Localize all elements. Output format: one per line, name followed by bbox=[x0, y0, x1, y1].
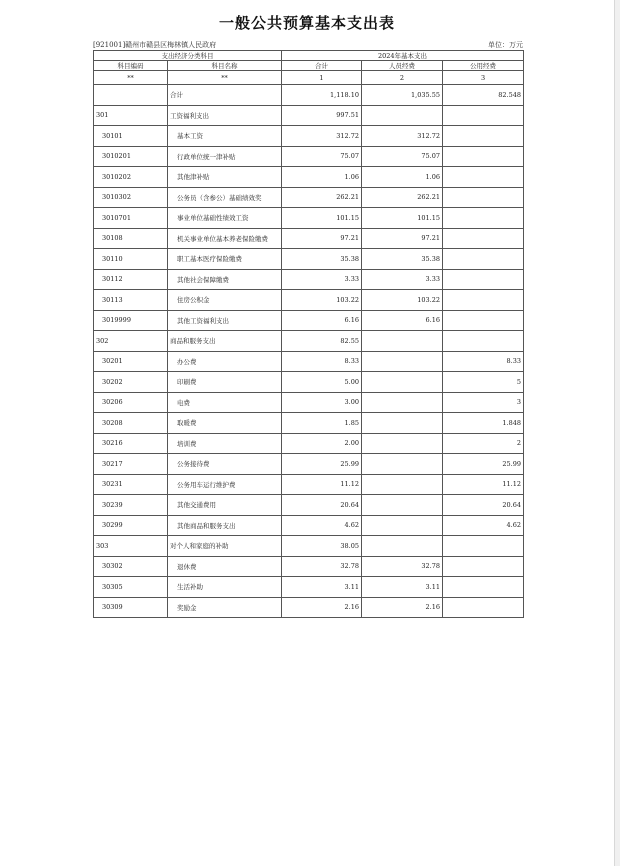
row-public: 11.12 bbox=[443, 474, 524, 495]
row-name: 公务接待费 bbox=[168, 454, 282, 475]
table-row bbox=[94, 105, 524, 126]
row-personnel bbox=[362, 351, 443, 372]
header-name: 科目名称 bbox=[168, 61, 282, 71]
table-row bbox=[94, 228, 524, 249]
row-name: 公务员（含参公）基础绩效奖 bbox=[168, 187, 282, 208]
row-code: 30302 bbox=[94, 556, 168, 577]
table-row bbox=[94, 351, 524, 372]
table-row bbox=[94, 597, 524, 618]
row-code: 30110 bbox=[94, 249, 168, 270]
row-total: 1.06 bbox=[282, 167, 362, 188]
header-total: 合计 bbox=[282, 61, 362, 71]
row-name: 工资福利支出 bbox=[168, 105, 282, 126]
row-code: 3010202 bbox=[94, 167, 168, 188]
row-public bbox=[443, 310, 524, 331]
row-code: 30239 bbox=[94, 495, 168, 516]
row-total: 312.72 bbox=[282, 126, 362, 147]
row-code: 30201 bbox=[94, 351, 168, 372]
header-column-row bbox=[94, 61, 524, 71]
row-name: 基本工资 bbox=[168, 126, 282, 147]
page-title: 一般公共预算基本支出表 bbox=[218, 14, 395, 32]
row-public bbox=[443, 536, 524, 557]
table-row bbox=[94, 536, 524, 557]
row-total: 3.00 bbox=[282, 392, 362, 413]
row-public: 20.64 bbox=[443, 495, 524, 516]
table-row bbox=[94, 331, 524, 352]
table-row bbox=[94, 167, 524, 188]
header-index-row bbox=[94, 71, 524, 85]
table-row bbox=[94, 474, 524, 495]
row-public: 25.99 bbox=[443, 454, 524, 475]
row-total: 997.51 bbox=[282, 105, 362, 126]
table-row bbox=[94, 454, 524, 475]
row-name: 住房公积金 bbox=[168, 290, 282, 311]
row-name: 印刷费 bbox=[168, 372, 282, 393]
row-total: 3.33 bbox=[282, 269, 362, 290]
header-basic-expenditure: 2024年基本支出 bbox=[282, 51, 524, 61]
index-total: 1 bbox=[282, 71, 362, 85]
row-code: 30299 bbox=[94, 515, 168, 536]
row-code: 3010302 bbox=[94, 187, 168, 208]
row-personnel: 35.38 bbox=[362, 249, 443, 270]
row-public bbox=[443, 269, 524, 290]
row-personnel: 262.21 bbox=[362, 187, 443, 208]
row-public bbox=[443, 249, 524, 270]
row-name: 商品和服务支出 bbox=[168, 331, 282, 352]
table-row bbox=[94, 433, 524, 454]
table-row bbox=[94, 413, 524, 434]
row-public: 8.33 bbox=[443, 351, 524, 372]
scrollbar[interactable] bbox=[614, 0, 620, 866]
row-code: 30309 bbox=[94, 597, 168, 618]
row-public bbox=[443, 167, 524, 188]
row-total: 4.62 bbox=[282, 515, 362, 536]
unit-organization: [921001]赣州市赣县区梅林镇人民政府 bbox=[93, 41, 217, 49]
index-name: ** bbox=[168, 71, 282, 85]
table-row bbox=[94, 372, 524, 393]
budget-table bbox=[93, 50, 524, 618]
row-code: 30206 bbox=[94, 392, 168, 413]
row-total: 5.00 bbox=[282, 372, 362, 393]
row-code: 3019999 bbox=[94, 310, 168, 331]
row-public bbox=[443, 126, 524, 147]
row-name: 电费 bbox=[168, 392, 282, 413]
table-row bbox=[94, 269, 524, 290]
row-personnel bbox=[362, 433, 443, 454]
row-personnel bbox=[362, 515, 443, 536]
row-personnel bbox=[362, 105, 443, 126]
row-public bbox=[443, 290, 524, 311]
total-row bbox=[94, 85, 524, 106]
table-row bbox=[94, 187, 524, 208]
row-personnel: 6.16 bbox=[362, 310, 443, 331]
row-public bbox=[443, 577, 524, 598]
row-code: 30305 bbox=[94, 577, 168, 598]
row-code: 30113 bbox=[94, 290, 168, 311]
row-name: 其他交通费用 bbox=[168, 495, 282, 516]
total-public: 82.548 bbox=[443, 85, 524, 106]
index-code: ** bbox=[94, 71, 168, 85]
index-personnel: 2 bbox=[362, 71, 443, 85]
row-personnel bbox=[362, 454, 443, 475]
row-total: 3.11 bbox=[282, 577, 362, 598]
row-total: 2.16 bbox=[282, 597, 362, 618]
table-row bbox=[94, 495, 524, 516]
row-name: 培训费 bbox=[168, 433, 282, 454]
row-personnel: 312.72 bbox=[362, 126, 443, 147]
row-total: 6.16 bbox=[282, 310, 362, 331]
row-public bbox=[443, 331, 524, 352]
row-code: 30217 bbox=[94, 454, 168, 475]
table-row bbox=[94, 249, 524, 270]
header-personnel: 人员经费 bbox=[362, 61, 443, 71]
row-total: 11.12 bbox=[282, 474, 362, 495]
row-code: 30231 bbox=[94, 474, 168, 495]
row-personnel bbox=[362, 372, 443, 393]
row-public bbox=[443, 556, 524, 577]
currency-unit: 单位：万元 bbox=[488, 41, 523, 49]
row-total: 1.85 bbox=[282, 413, 362, 434]
row-total: 35.38 bbox=[282, 249, 362, 270]
row-public bbox=[443, 146, 524, 167]
row-code: 30202 bbox=[94, 372, 168, 393]
row-public: 4.62 bbox=[443, 515, 524, 536]
row-total: 8.33 bbox=[282, 351, 362, 372]
row-personnel bbox=[362, 536, 443, 557]
row-public bbox=[443, 597, 524, 618]
row-public: 1.848 bbox=[443, 413, 524, 434]
index-public: 3 bbox=[443, 71, 524, 85]
row-name: 对个人和家庭的补助 bbox=[168, 536, 282, 557]
row-name: 退休费 bbox=[168, 556, 282, 577]
row-public bbox=[443, 187, 524, 208]
row-name: 奖励金 bbox=[168, 597, 282, 618]
row-name: 其他津补贴 bbox=[168, 167, 282, 188]
table-row bbox=[94, 556, 524, 577]
row-public: 2 bbox=[443, 433, 524, 454]
table-row bbox=[94, 290, 524, 311]
row-personnel: 75.07 bbox=[362, 146, 443, 167]
row-personnel: 1.06 bbox=[362, 167, 443, 188]
row-public: 5 bbox=[443, 372, 524, 393]
row-name: 机关事业单位基本养老保险缴费 bbox=[168, 228, 282, 249]
row-name: 行政单位统一津补贴 bbox=[168, 146, 282, 167]
row-code: 302 bbox=[94, 331, 168, 352]
total-label: 合计 bbox=[168, 85, 282, 106]
row-public: 3 bbox=[443, 392, 524, 413]
row-code: 30216 bbox=[94, 433, 168, 454]
row-total: 101.15 bbox=[282, 208, 362, 229]
row-code: 3010701 bbox=[94, 208, 168, 229]
row-personnel bbox=[362, 495, 443, 516]
row-total: 38.05 bbox=[282, 536, 362, 557]
row-public bbox=[443, 105, 524, 126]
row-total: 262.21 bbox=[282, 187, 362, 208]
row-name: 公务用车运行维护费 bbox=[168, 474, 282, 495]
row-name: 事业单位基础性绩效工资 bbox=[168, 208, 282, 229]
row-name: 其他商品和服务支出 bbox=[168, 515, 282, 536]
row-total: 75.07 bbox=[282, 146, 362, 167]
row-public bbox=[443, 208, 524, 229]
total-amount: 1,118.10 bbox=[282, 85, 362, 106]
header-economic-category: 支出经济分类科目 bbox=[94, 51, 282, 61]
table-row bbox=[94, 126, 524, 147]
row-total: 32.78 bbox=[282, 556, 362, 577]
row-personnel: 32.78 bbox=[362, 556, 443, 577]
row-code: 30112 bbox=[94, 269, 168, 290]
row-code: 301 bbox=[94, 105, 168, 126]
row-total: 97.21 bbox=[282, 228, 362, 249]
table-row bbox=[94, 392, 524, 413]
row-name: 取暖费 bbox=[168, 413, 282, 434]
row-name: 办公费 bbox=[168, 351, 282, 372]
row-public bbox=[443, 228, 524, 249]
row-name: 职工基本医疗保险缴费 bbox=[168, 249, 282, 270]
header-group-row bbox=[94, 51, 524, 61]
row-personnel bbox=[362, 413, 443, 434]
row-personnel bbox=[362, 474, 443, 495]
table-row bbox=[94, 146, 524, 167]
row-total: 25.99 bbox=[282, 454, 362, 475]
row-personnel: 103.22 bbox=[362, 290, 443, 311]
row-name: 生活补助 bbox=[168, 577, 282, 598]
row-personnel: 2.16 bbox=[362, 597, 443, 618]
row-code: 30101 bbox=[94, 126, 168, 147]
row-personnel: 3.33 bbox=[362, 269, 443, 290]
row-personnel bbox=[362, 331, 443, 352]
row-total: 103.22 bbox=[282, 290, 362, 311]
table-row bbox=[94, 577, 524, 598]
total-personnel: 1,035.55 bbox=[362, 85, 443, 106]
row-code: 303 bbox=[94, 536, 168, 557]
row-total: 2.00 bbox=[282, 433, 362, 454]
row-total: 20.64 bbox=[282, 495, 362, 516]
row-personnel: 101.15 bbox=[362, 208, 443, 229]
row-name: 其他工资福利支出 bbox=[168, 310, 282, 331]
total-code bbox=[94, 85, 168, 106]
table-row bbox=[94, 310, 524, 331]
row-personnel: 97.21 bbox=[362, 228, 443, 249]
row-code: 3010201 bbox=[94, 146, 168, 167]
row-name: 其他社会保障缴费 bbox=[168, 269, 282, 290]
table-row bbox=[94, 208, 524, 229]
row-personnel bbox=[362, 392, 443, 413]
row-code: 30108 bbox=[94, 228, 168, 249]
row-total: 82.55 bbox=[282, 331, 362, 352]
row-code: 30208 bbox=[94, 413, 168, 434]
table-row bbox=[94, 515, 524, 536]
header-code: 科目编码 bbox=[94, 61, 168, 71]
header-public: 公用经费 bbox=[443, 61, 524, 71]
row-personnel: 3.11 bbox=[362, 577, 443, 598]
